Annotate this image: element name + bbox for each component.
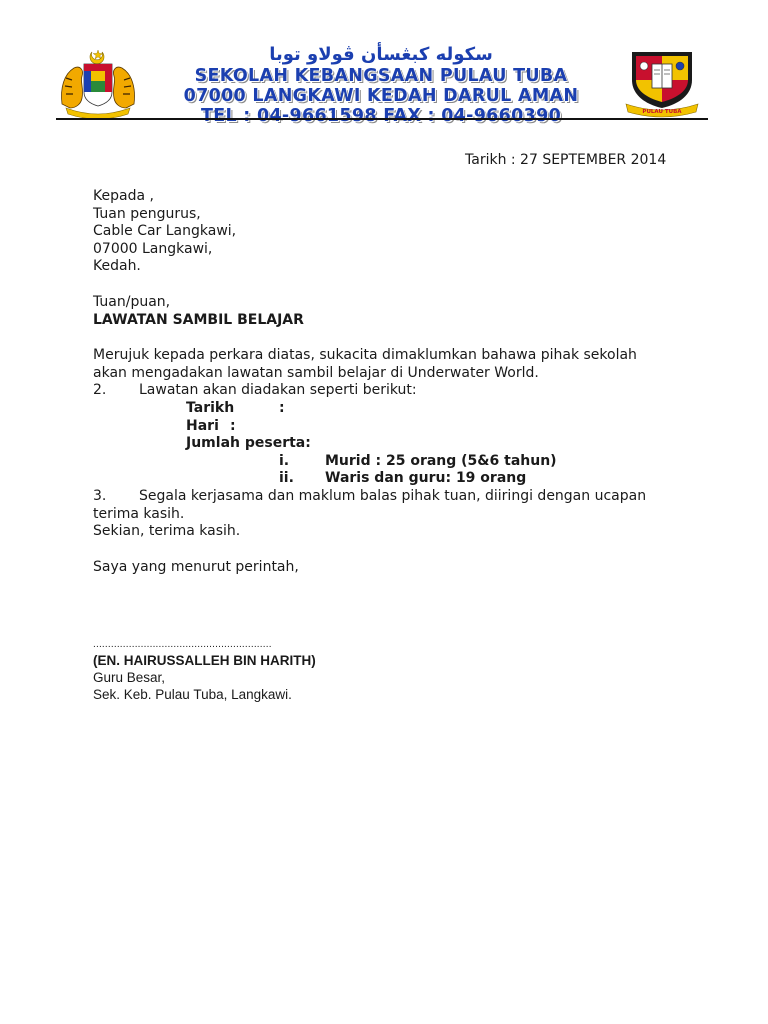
malaysia-coat-of-arms-icon xyxy=(56,48,140,118)
letterhead-text xyxy=(156,44,606,126)
paragraph-2-text: Lawatan akan diadakan seperti berikut: xyxy=(139,382,417,399)
school-contact: TEL : 04-9661598 FAX : 04-9660390 xyxy=(200,106,562,126)
recipient-block xyxy=(93,188,673,276)
detail-colon: : xyxy=(279,399,285,416)
sign-off: Saya yang menurut perintah, xyxy=(93,558,299,575)
item-text: Murid : 25 orang (5&6 tahun) xyxy=(325,452,557,469)
participant-item xyxy=(93,453,673,471)
paragraph-3 xyxy=(93,488,673,506)
letter-date: Tarikh : 27 SEPTEMBER 2014 xyxy=(465,152,667,168)
letterhead xyxy=(56,44,708,126)
recipient-line: Kepada , xyxy=(93,188,154,204)
signer-name: (EN. HAIRUSSALLEH BIN HARITH) xyxy=(93,653,316,669)
recipient-line: Kedah. xyxy=(93,258,141,275)
paragraph-1-line: Merujuk kepada perkara diatas, sukacita dimaklumkan bahawa pihak sekolah xyxy=(93,347,637,364)
signature-line: ............................................................ xyxy=(93,639,272,651)
paragraph-number: 3. xyxy=(93,487,107,504)
signature-block xyxy=(93,638,673,703)
letter-subject: LAWATAN SAMBIL BELAJAR xyxy=(93,311,304,328)
item-number: ii. xyxy=(279,470,294,487)
paragraph-3-line: terima kasih. xyxy=(93,505,185,522)
crest-scroll-label: PULAU TUBA xyxy=(642,109,682,115)
signer-organization: Sek. Keb. Pulau Tuba, Langkawi. xyxy=(93,687,292,703)
detail-label: Tarikh xyxy=(186,399,235,416)
detail-tarikh xyxy=(93,400,673,418)
letter-body xyxy=(93,150,673,703)
school-address: 07000 LANGKAWI KEDAH DARUL AMAN xyxy=(183,86,579,106)
paragraph-3-text: Segala kerjasama dan maklum balas pihak tuan, diiringi dengan ucapan xyxy=(139,487,647,504)
detail-colon: : xyxy=(230,417,236,434)
school-name: SEKOLAH KEBANGSAAN PULAU TUBA xyxy=(194,66,568,86)
recipient-line: Tuan pengurus, xyxy=(93,205,201,222)
participant-item xyxy=(93,470,673,488)
recipient-line: Cable Car Langkawi, xyxy=(93,223,237,240)
item-text: Waris dan guru: 19 orang xyxy=(325,470,527,487)
recipient-line: 07000 Langkawi, xyxy=(93,240,213,257)
school-name-jawi: سکوله کبڠسأن ڤولاو توبا xyxy=(269,44,493,65)
letterhead-divider xyxy=(56,118,708,120)
school-crest-icon xyxy=(622,46,702,118)
paragraph-number: 2. xyxy=(93,382,107,399)
detail-jumlah-peserta: Jumlah peserta: xyxy=(186,435,311,452)
signer-title: Guru Besar, xyxy=(93,670,166,686)
detail-label: Hari xyxy=(186,417,219,434)
closing-line: Sekian, terima kasih. xyxy=(93,523,241,540)
paragraph-2 xyxy=(93,382,673,400)
salutation: Tuan/puan, xyxy=(93,293,171,310)
paragraph-1-line: akan mengadakan lawatan sambil belajar di Underwater World. xyxy=(93,364,539,381)
item-number: i. xyxy=(279,452,290,469)
detail-hari xyxy=(93,418,673,436)
